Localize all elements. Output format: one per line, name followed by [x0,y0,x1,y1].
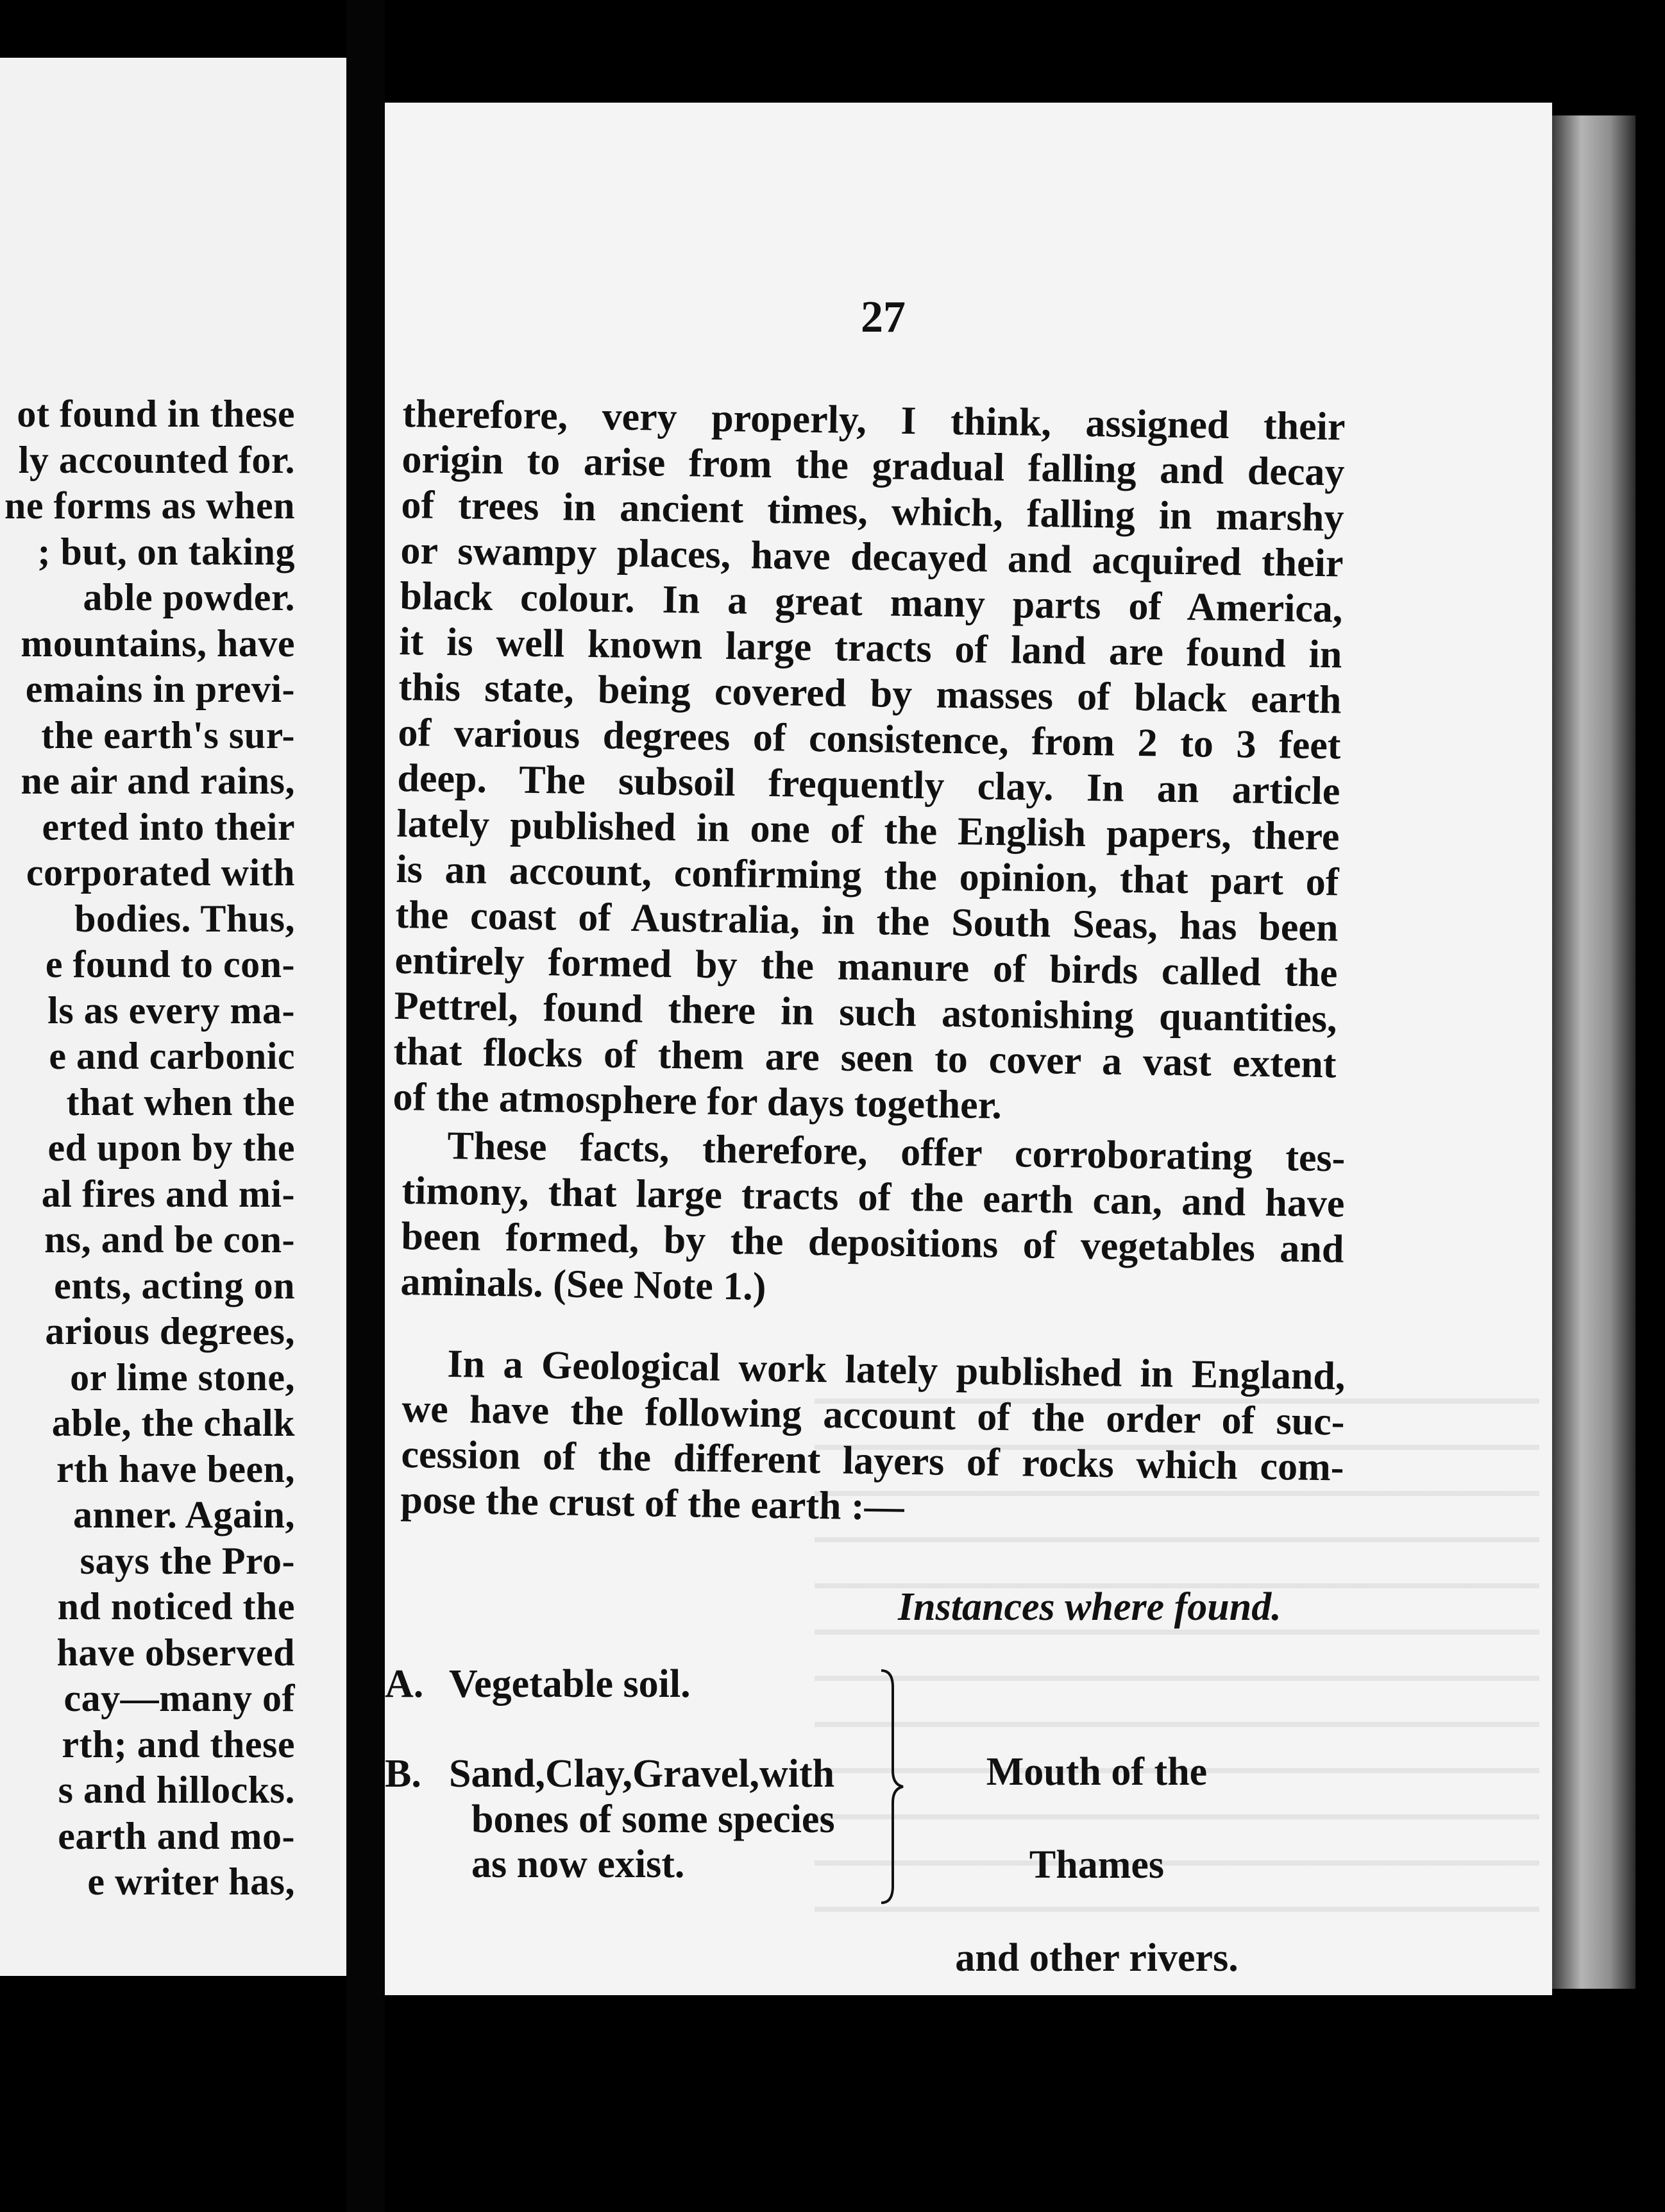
text-line: this state, being covered by masses of black earth [398,665,1342,722]
paragraph-3 [400,1341,1346,1536]
text-line: s and hillocks. [58,1769,295,1811]
text-line: al fires and mi- [41,1172,295,1215]
page-number: 27 [861,293,906,342]
text-line: arious degrees, [45,1310,295,1352]
stratum-text: Vegetable soil. [449,1662,691,1706]
page-edge [1552,115,1635,1989]
text-line: e found to con- [45,943,295,985]
text-line: says the Pro- [80,1539,295,1582]
text-line: bodies. Thus, [74,897,295,940]
text-line: ot found in these [17,393,295,435]
text-line: able, the chalk [51,1402,295,1444]
text-line: the earth's sur- [41,713,295,756]
text-line: is an account, confirming the opinion, that part of [396,847,1339,905]
text-line: therefore, very properly, I think, assigned their [402,391,1346,449]
text-line: we have the following account of the order of suc- [401,1386,1345,1444]
text-line: ly accounted for. [18,438,295,481]
text-line: that when the [66,1080,295,1123]
text-line: ed upon by the [47,1127,295,1169]
paragraph-1 [393,391,1346,1133]
text-line: ns, and be con- [44,1218,295,1261]
text-line: ents, acting on [54,1264,295,1307]
stratum-b [385,1751,835,1887]
text-line: origin to arise from the gradual falling and decay [401,437,1345,495]
text-line: nd noticed the [57,1585,295,1628]
text-line: ne forms as when [4,484,295,527]
text-line: pose the crust of the earth :— [400,1477,905,1529]
book-gutter [346,0,385,2212]
text-line: earth and mo- [58,1814,295,1857]
text-line: entirely formed by the manure of birds called the [394,938,1338,996]
text-line: aminals. (See Note 1.) [400,1259,766,1309]
text-line: the coast of Australia, in the South Seas, has been [395,892,1339,950]
stratum-text: as now exist. [471,1842,685,1886]
text-line: emains in previ- [25,668,295,710]
stratum-a [385,1662,691,1707]
text-line: mountains, have [21,622,295,665]
stratum-text: bones of some species [471,1798,835,1841]
text-line: have observed [56,1631,295,1674]
text-line: anner. Again, [72,1493,295,1536]
locality-line: and other rivers. [955,1936,1238,1980]
table-header: Instances where found. [898,1585,1281,1629]
paragraph-2 [400,1123,1346,1318]
text-line: e writer has, [87,1860,295,1903]
text-line: been formed, by the depositions of vegetables and [401,1214,1344,1272]
text-line: of the atmosphere for days together. [393,1075,1002,1128]
text-line: or swampy places, have decayed and acquired their [400,528,1344,586]
text-line: timony, that large tracts of the earth can, and have [401,1168,1345,1226]
text-line: rth have been, [56,1447,295,1490]
text-line: ne air and rains, [21,760,295,802]
locality [917,1726,1276,2005]
text-line: corporated with [26,851,295,894]
previous-page [0,58,346,1976]
text-line: cay—many of [63,1677,295,1719]
text-line: rth; and these [62,1723,295,1765]
text-line: of trees in ancient times, which, falling in marshy [401,482,1344,540]
text-line: of various degrees of consistence, from 2 to 3 feet [398,710,1341,768]
text-line: These facts, therefore, offer corroborating tes- [447,1123,1346,1180]
stratum-text: Sand,Clay,Gravel,with [449,1752,835,1796]
stratum-letter: A. [385,1662,424,1706]
text-line: Pettrel, found there in such astonishing quantities, [394,983,1337,1041]
previous-page-text [4,391,295,1905]
text-line: black colour. In a great many parts of America, [400,574,1343,631]
text-line: that flocks of them are seen to cover a vast extent [393,1029,1337,1087]
curly-brace-icon [879,1668,904,1905]
text-line: or lime stone, [70,1356,295,1399]
text-line: ls as every ma- [47,989,295,1032]
text-line: In a Geological work lately published in England, [447,1341,1346,1399]
text-line: ; but, on taking [37,530,295,573]
text-line: e and carbonic [49,1035,295,1077]
text-line: deep. The subsoil frequently clay. In an article [397,756,1340,813]
text-line: able powder. [83,576,295,618]
text-line: erted into their [42,805,295,848]
stratum-letter: B. [385,1752,421,1796]
text-line: it is well known large tracts of land are found in [399,619,1342,677]
text-line: lately published in one of the English papers, there [396,801,1340,859]
locality-line: Mouth of the Thames [986,1750,1208,1887]
text-line: cession of the different layers of rocks which com- [401,1432,1344,1490]
